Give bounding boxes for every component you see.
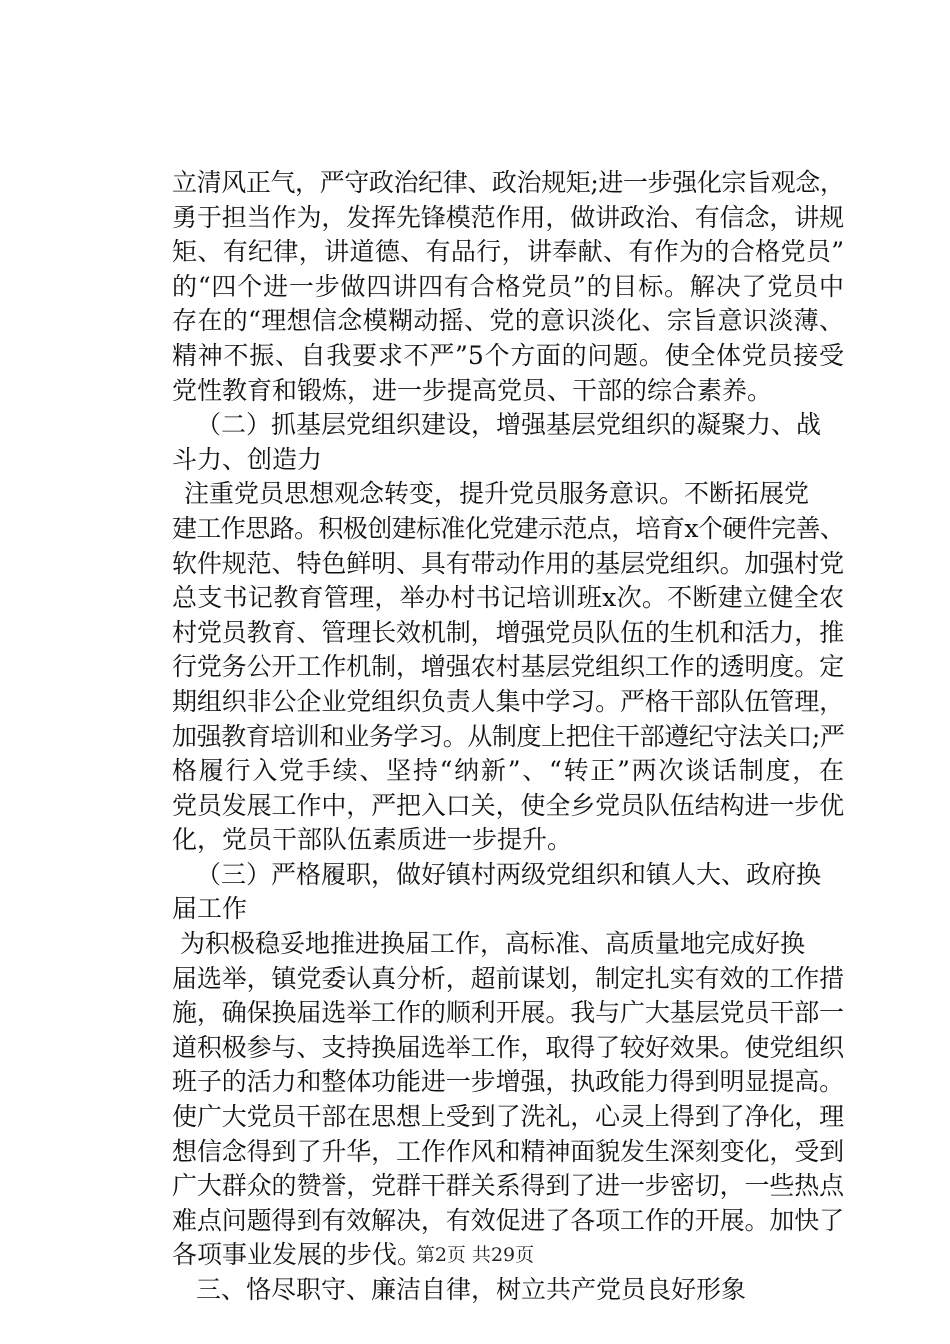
section-heading-two: （二）抓基层党组织建设，增强基层党组织的凝聚力、战 bbox=[196, 410, 822, 440]
text-line: 的“四个进一步做四讲四有合格党员”的目标。解决了党员中 bbox=[172, 271, 844, 301]
section-heading-main: 三、恪尽职守、廉洁自律，树立共产党员良好形象 bbox=[196, 1275, 747, 1304]
text-line: 使广大党员干部在思想上受到了洗礼，心灵上得到了净化，理 bbox=[172, 1102, 845, 1132]
text-line: 施，确保换届选举工作的顺利开展。我与广大基层党员干部一 bbox=[172, 998, 845, 1028]
text-line: 道积极参与、支持换届选举工作，取得了较好效果。使党组织 bbox=[172, 1032, 845, 1062]
paragraph-first-line: 注重党员思想观念转变，提升党员服务意识。不断拓展党 bbox=[184, 479, 810, 509]
text-line: 存在的“理想信念模糊动摇、党的意识淡化、宗旨意识淡薄、 bbox=[172, 306, 844, 336]
text-line: 总支书记教育管理，举办村书记培训班x次。不断建立健全农 bbox=[172, 583, 844, 613]
text-line: 矩、有纪律，讲道德、有品行，讲奉献、有作为的合格党员” bbox=[172, 237, 844, 267]
text-line: 立清风正气，严守政治纪律、政治规矩;进一步强化宗旨观念， bbox=[172, 168, 845, 197]
text-line: 难点问题得到有效解决，有效促进了各项工作的开展。加快了 bbox=[172, 1205, 845, 1235]
text-line: 格履行入党手续、坚持“纳新”、“转正”两次谈话制度，在 bbox=[172, 756, 844, 786]
text-line: 化，党员干部队伍素质进一步提升。 bbox=[172, 825, 573, 855]
text-line: 党员发展工作中，严把入口关，使全乡党员队伍结构进一步优 bbox=[172, 790, 845, 820]
text-line: 软件规范、特色鲜明、具有带动作用的基层党组织。加强村党 bbox=[172, 548, 845, 578]
page-footer bbox=[0, 1240, 950, 1267]
text-line: 想信念得到了升华，工作作风和精神面貌发生深刻变化，受到 bbox=[172, 1136, 845, 1166]
text-line: 建工作思路。积极创建标准化党建示范点，培育x个硬件完善、 bbox=[172, 513, 845, 543]
paragraph-first-line: 为积极稳妥地推进换届工作，高标准、高质量地完成好换 bbox=[180, 929, 806, 959]
text-line: 届选举，镇党委认真分析，超前谋划，制定扎实有效的工作措 bbox=[172, 963, 845, 993]
section-heading-three: （三）严格履职，做好镇村两级党组织和镇人大、政府换 bbox=[196, 859, 822, 889]
text-line: 期组织非公企业党组织负责人集中学习。严格干部队伍管理， bbox=[172, 686, 845, 716]
text-line: 精神不振、自我要求不严”5个方面的问题。使全体党员接受 bbox=[172, 340, 844, 370]
text-line: 行党务公开工作机制，增强农村基层党组织工作的透明度。定 bbox=[172, 652, 845, 682]
section-heading-continuation: 届工作 bbox=[172, 894, 248, 924]
text-line: 加强教育培训和业务学习。从制度上把住干部遵纪守法关口;严 bbox=[172, 721, 845, 751]
text-line: 广大群众的赞誉，党群干群关系得到了进一步密切，一些热点 bbox=[172, 1171, 845, 1201]
text-line: 村党员教育、管理长效机制，增强党员队伍的生机和活力，推 bbox=[172, 617, 845, 647]
text-line: 党性教育和锻炼，进一步提高党员、干部的综合素养。 bbox=[172, 375, 773, 405]
section-heading-continuation: 斗力、创造力 bbox=[172, 444, 323, 474]
text-line: 勇于担当作为，发挥先锋模范作用，做讲政治、有信念，讲规 bbox=[172, 202, 845, 232]
section-heading-line bbox=[172, 408, 844, 443]
text-line: 各项事业发展的步伐。 bbox=[172, 1240, 423, 1270]
page-number-label: 第2页 共29页 bbox=[415, 1244, 535, 1266]
document-body bbox=[172, 166, 844, 1308]
text-line: 班子的活力和整体功能进一步增强，执政能力得到明显提高。 bbox=[172, 1067, 845, 1097]
